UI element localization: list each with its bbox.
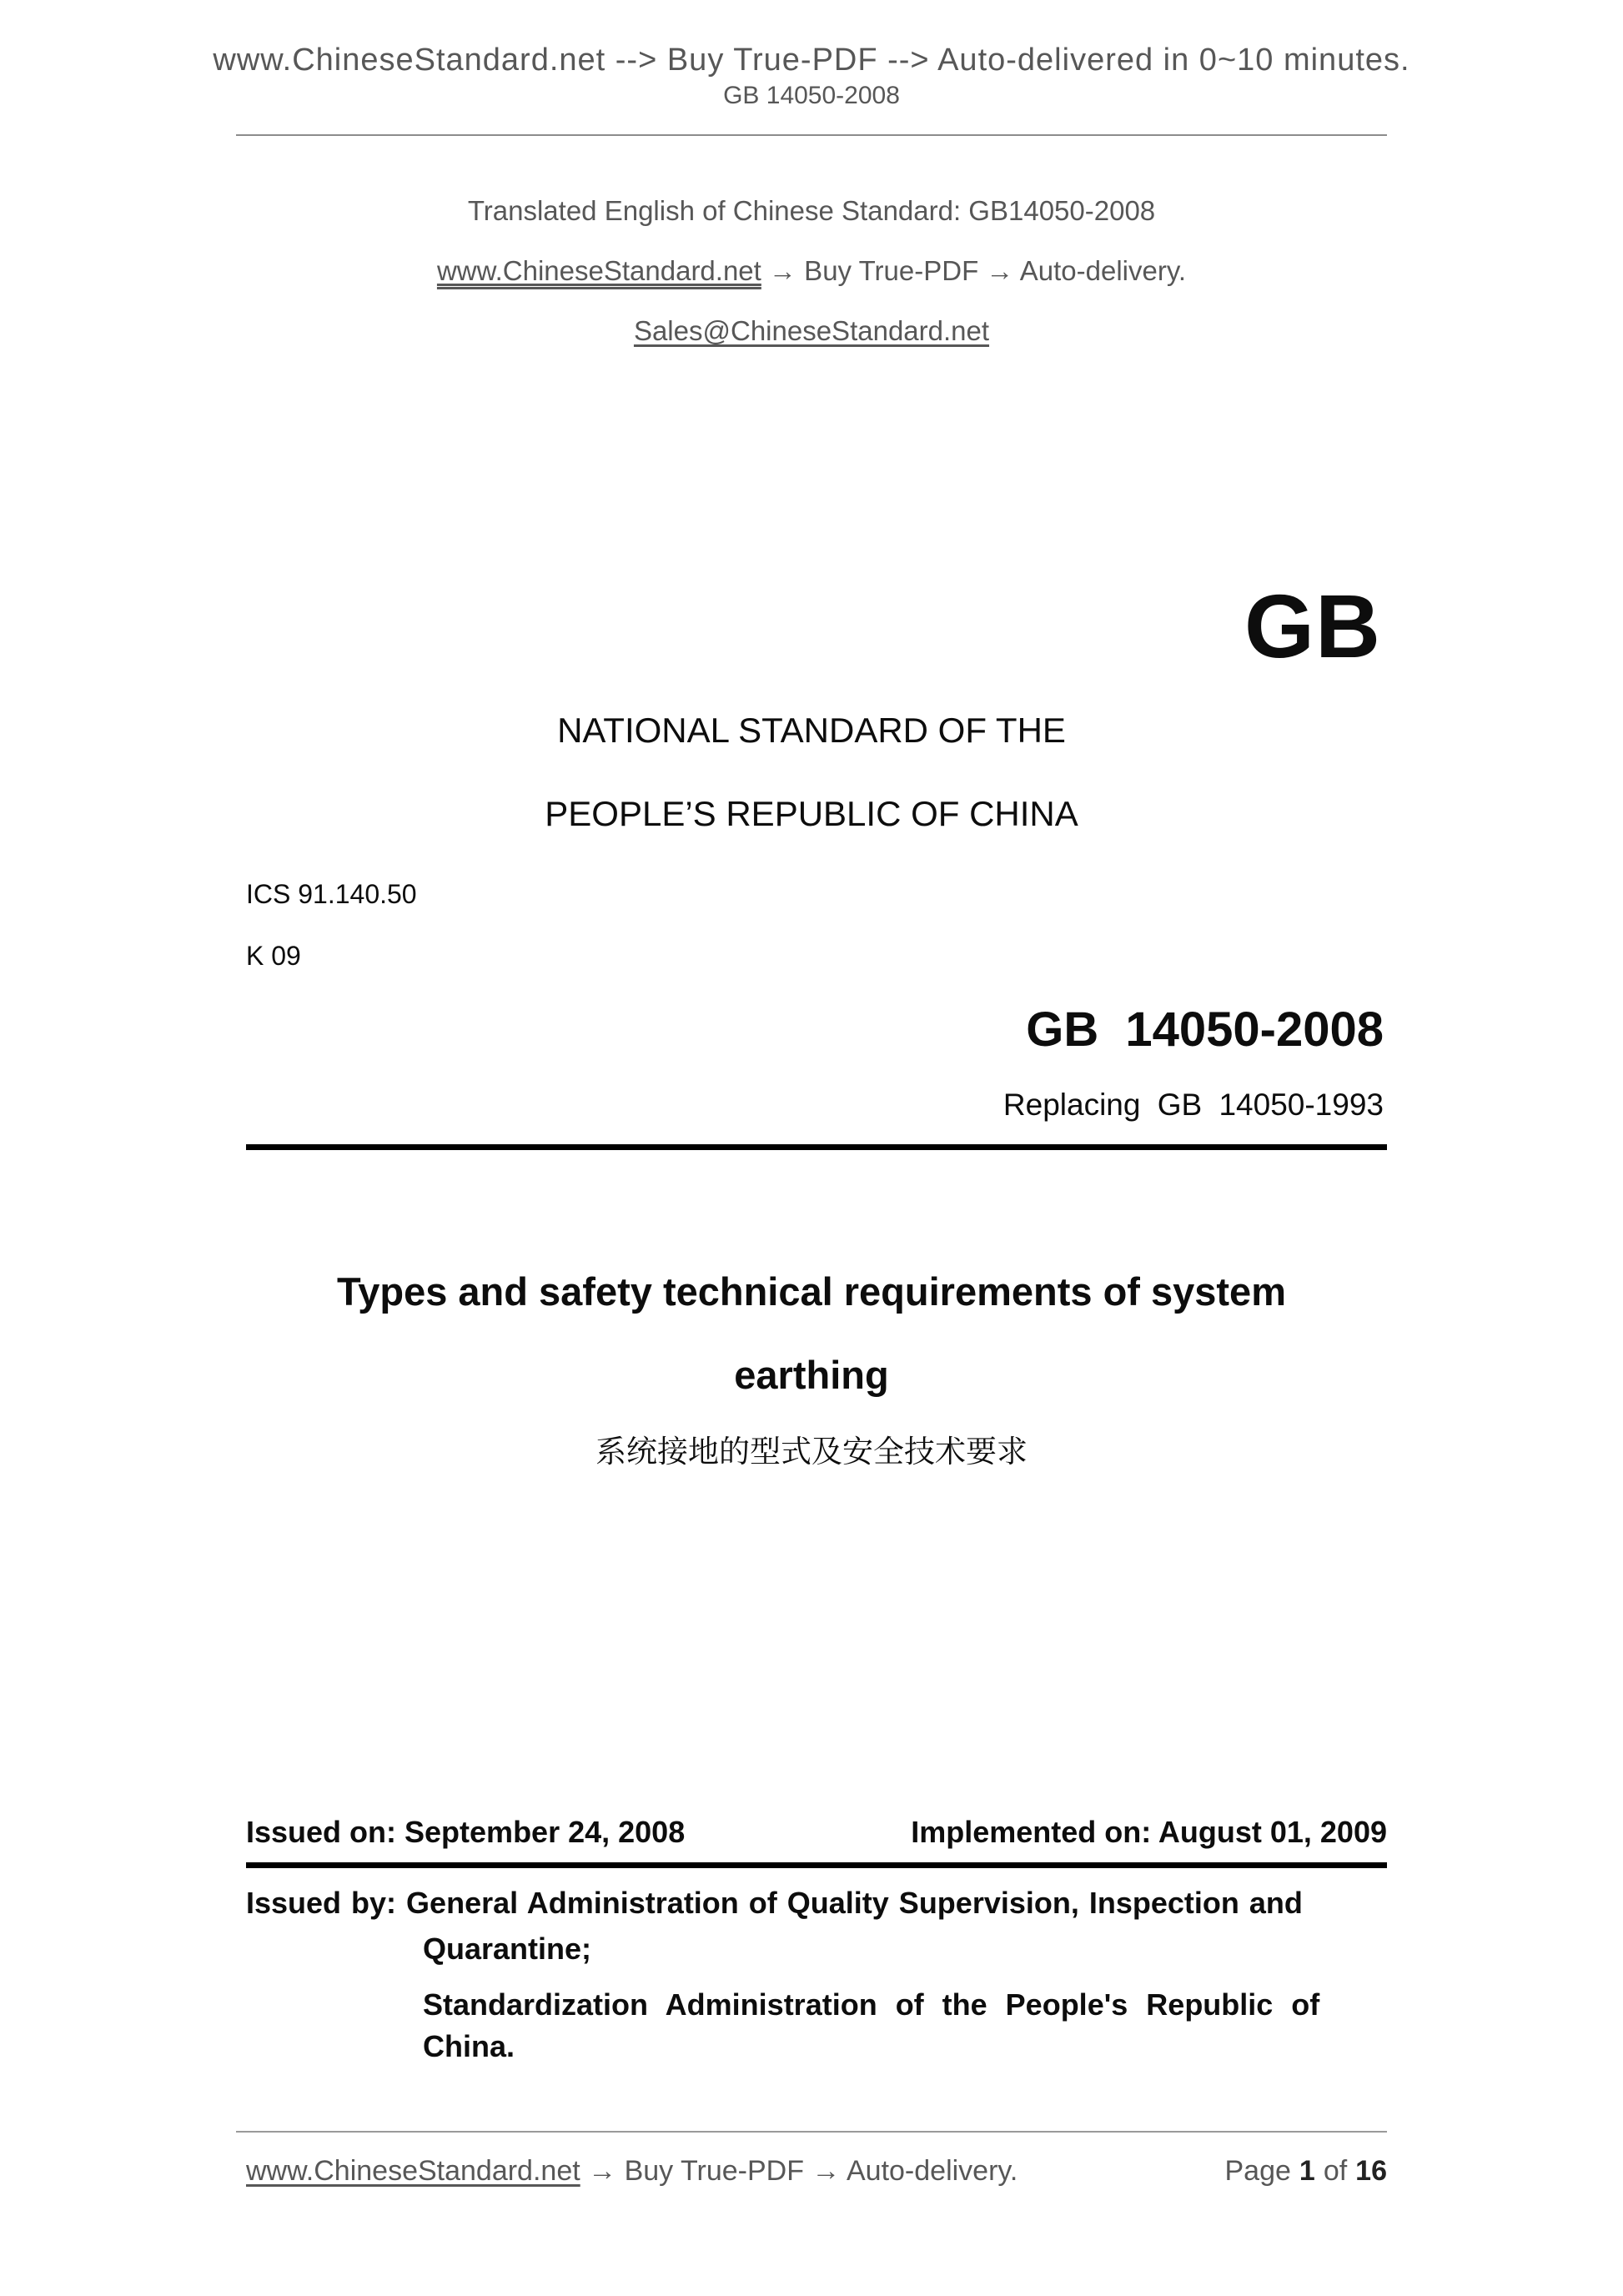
issued-by-line1: Issued by: General Administration of Quality Supervision, Inspection and — [246, 1886, 1303, 1920]
sales-email-line — [0, 314, 1623, 348]
footer-link-suffix: → Buy True-PDF → Auto-delivery. — [580, 2155, 1018, 2187]
title-chinese: 系统接地的型式及安全技术要求 — [595, 1434, 1028, 1470]
site-link-line — [0, 254, 1623, 288]
header-doc-code: GB 14050-2008 — [723, 82, 900, 109]
title-line2: earthing — [734, 1353, 889, 1397]
sales-email-link[interactable]: Sales@ChineseStandard.net — [633, 315, 990, 346]
page-number: 1 — [1299, 2155, 1315, 2187]
issued-by-line4: China. — [423, 2029, 515, 2063]
footer-link[interactable]: www.ChineseStandard.net — [246, 2155, 580, 2187]
page-total: 16 — [1355, 2155, 1387, 2187]
replacing-note: Replacing GB 14050-1993 — [1002, 1088, 1384, 1122]
footer-link-line — [246, 2154, 1018, 2188]
page-label: Page — [1224, 2155, 1291, 2187]
separator-rule-top — [246, 1144, 1387, 1150]
classification-code: K 09 — [246, 941, 301, 971]
issued-by-line2: Quarantine; — [423, 1932, 592, 1966]
implemented-on-date: Implemented on: August 01, 2009 — [911, 1815, 1387, 1849]
issuance-dates-row — [246, 1814, 1387, 1850]
footer-rule — [236, 2131, 1387, 2133]
issuance-rule — [246, 1862, 1387, 1868]
translated-note: Translated English of Chinese Standard: GB14050-2008 — [467, 195, 1156, 226]
page-indicator — [1224, 2154, 1387, 2188]
ics-code: ICS 91.140.50 — [246, 879, 417, 909]
national-standard-line2: PEOPLE’S REPUBLIC OF CHINA — [545, 794, 1078, 833]
header-url-line: www.ChineseStandard.net --> Buy True-PDF --> Auto-delivered in 0~10 minutes. — [213, 43, 1410, 78]
issued-by-line3: Standardization Administration of the People's Republic of — [423, 1987, 1320, 2022]
issued-on-date: Issued on: September 24, 2008 — [246, 1815, 686, 1849]
standard-number: GB 14050-2008 — [1026, 1002, 1384, 1057]
title-line1: Types and safety technical requirements of system — [337, 1269, 1286, 1314]
site-link-suffix: → Buy True-PDF → Auto-delivery. — [761, 255, 1187, 286]
national-standard-line1: NATIONAL STANDARD OF THE — [557, 711, 1066, 750]
site-link[interactable]: www.ChineseStandard.net — [436, 255, 761, 286]
of-label: of — [1323, 2155, 1348, 2187]
header-rule — [236, 134, 1387, 136]
gb-logo: GB — [1244, 575, 1381, 676]
footer-row — [246, 2154, 1387, 2188]
